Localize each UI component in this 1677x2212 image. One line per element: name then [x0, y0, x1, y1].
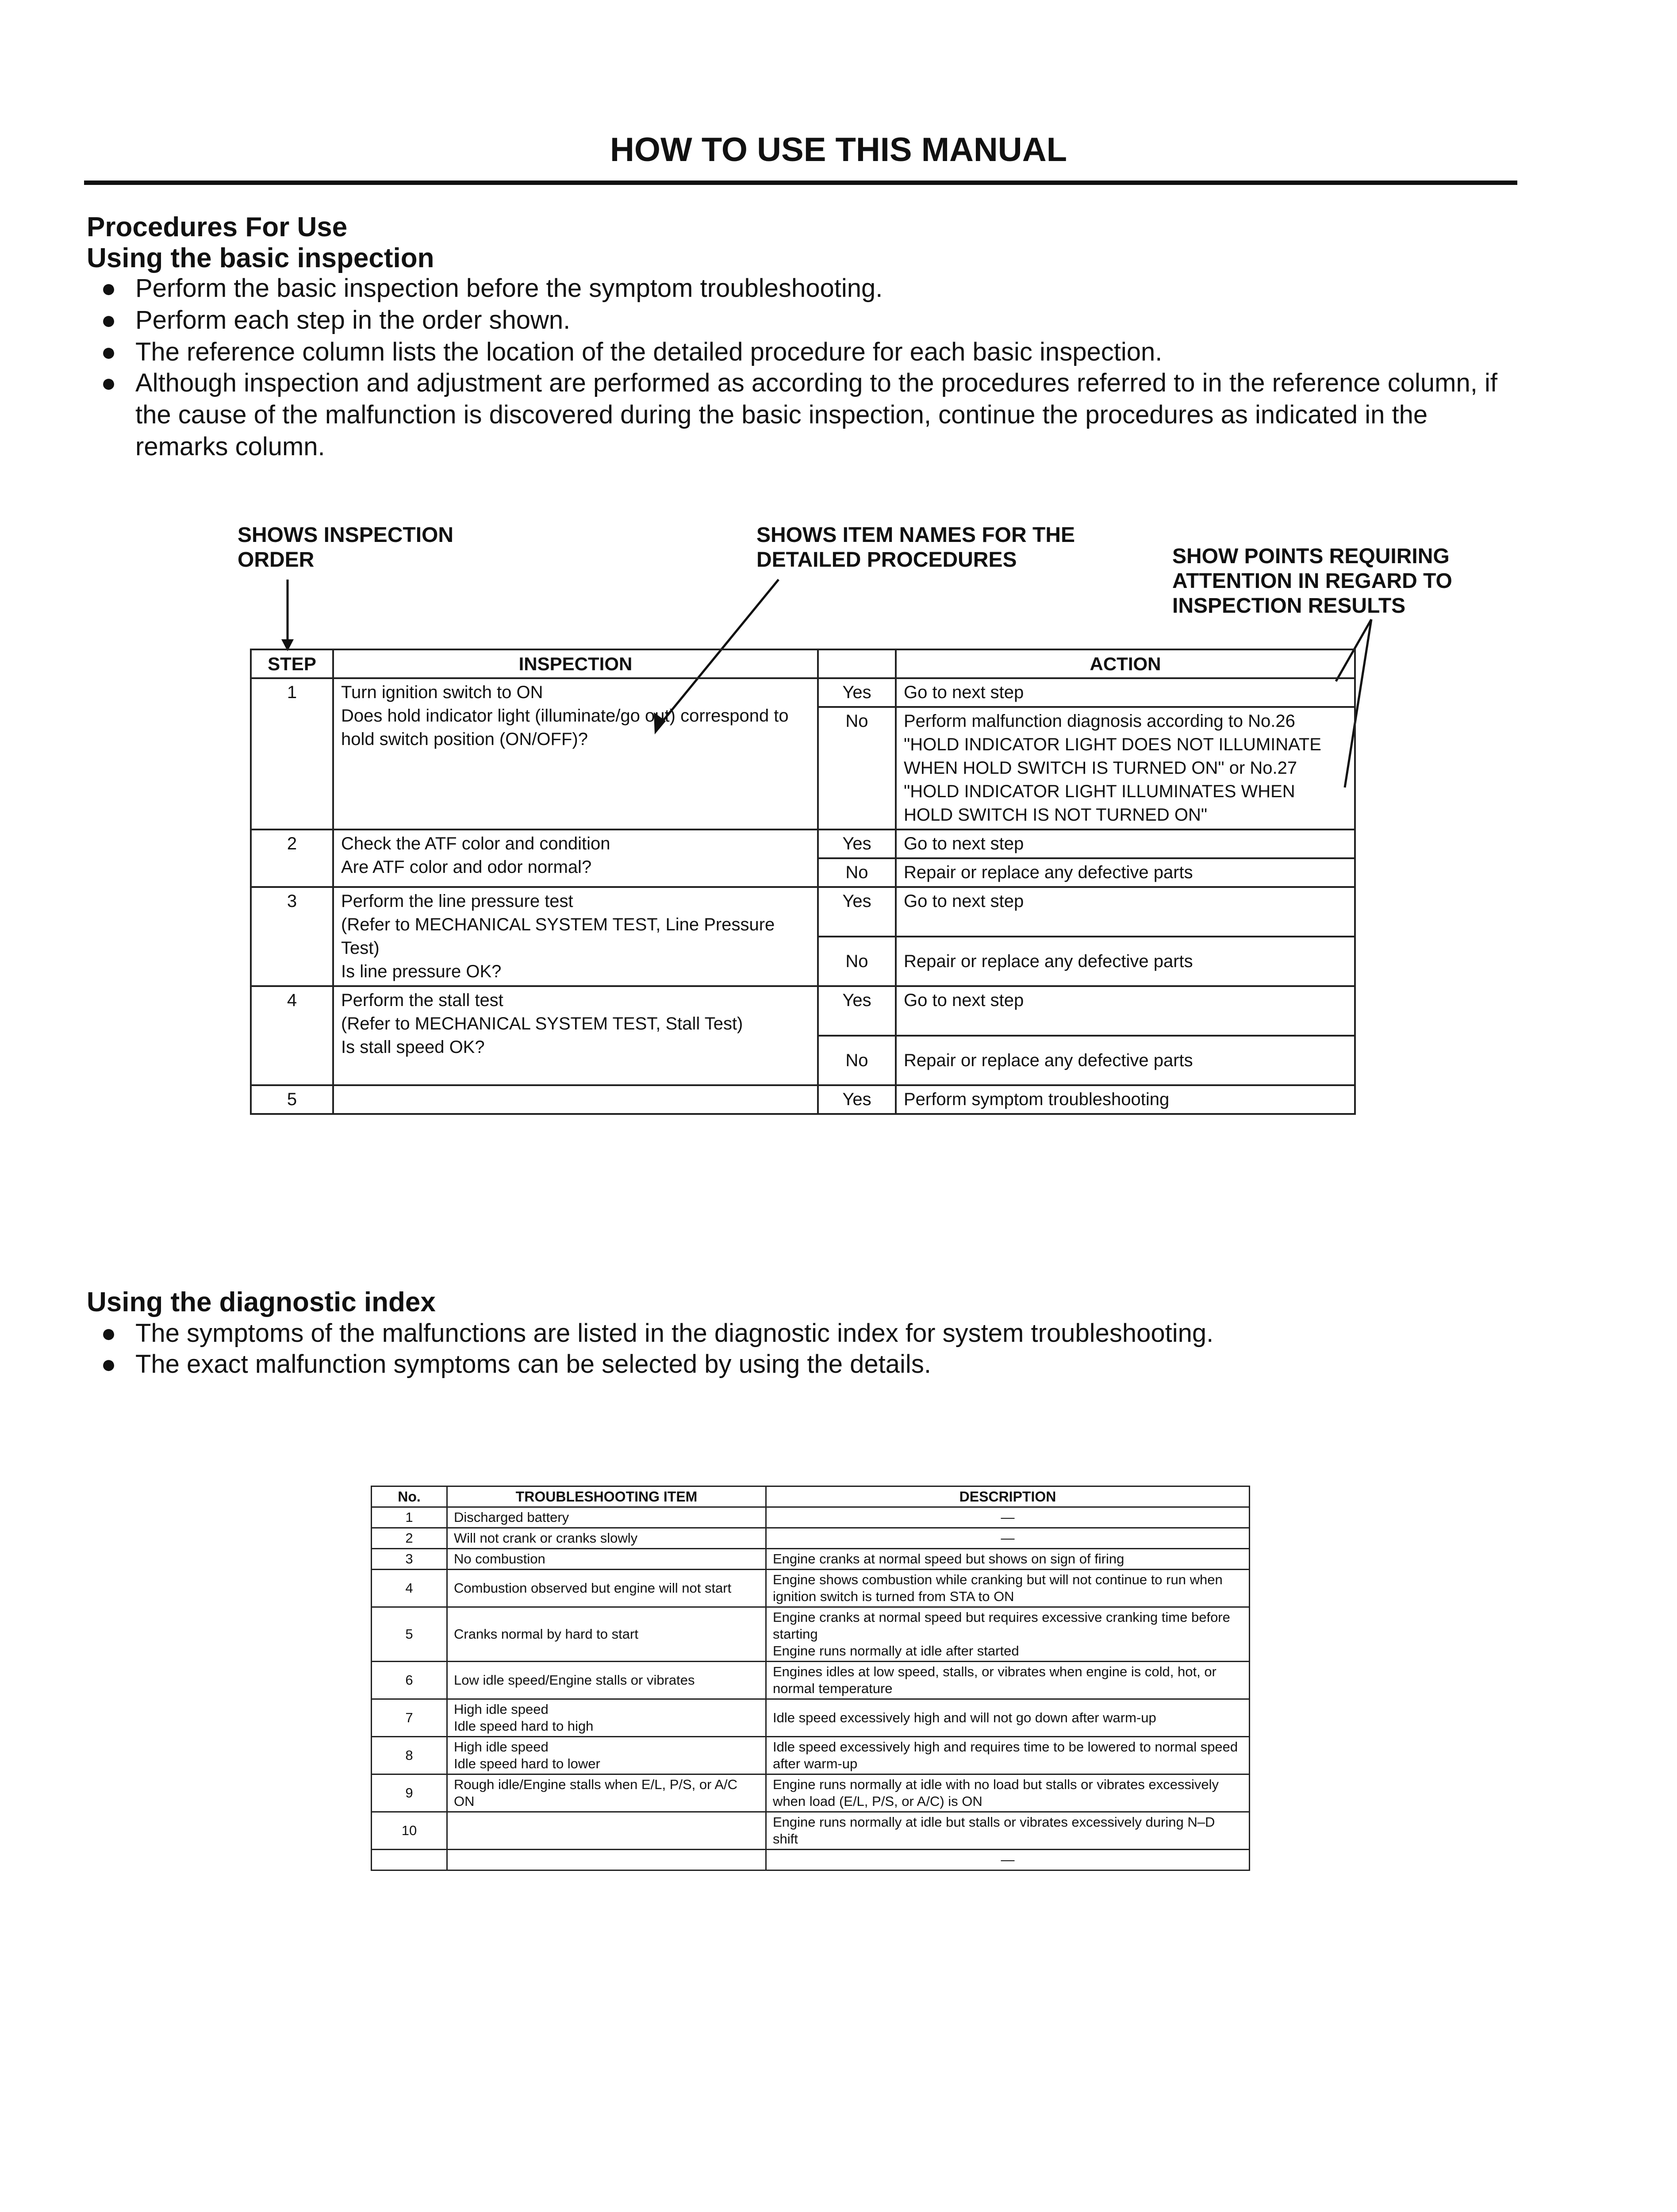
action-text: Go to next step [896, 678, 1355, 707]
troubleshooting-item: Rough idle/Engine stalls when E/L, P/S, or A/C ON [447, 1774, 766, 1812]
table-row [372, 1774, 1250, 1812]
table-row [372, 1662, 1250, 1699]
row-number: 7 [372, 1699, 447, 1737]
inspection-text [333, 1085, 818, 1114]
inspection-text: Turn ignition switch to ON Does hold indicator light (illuminate/go out) correspond to hold switch position (ON/OFF)? [333, 678, 818, 830]
result-yes: Yes [818, 830, 896, 858]
header-no: No. [372, 1486, 447, 1507]
action-text: Perform symptom troubleshooting [896, 1085, 1355, 1114]
description: — [766, 1528, 1250, 1549]
header-action: ACTION [896, 649, 1355, 678]
diagnostic-bullet: ● The symptoms of the malfunctions are listed in the diagnostic index for system troubleshooting. [101, 1319, 1214, 1348]
table-row [372, 1507, 1250, 1528]
step-number: 3 [251, 887, 333, 986]
action-text: Go to next step [896, 887, 1355, 937]
result-yes: Yes [818, 986, 896, 1036]
action-text: Perform malfunction diagnosis according to No.26 "HOLD INDICATOR LIGHT DOES NOT ILLUMINATE WHEN HOLD SWITCH IS TURNED ON" or No.27 "HOLD INDICATOR LIGHT ILLUMINATES WHEN HOLD SWITCH IS NOT TURNED ON" [896, 707, 1355, 830]
result-yes: Yes [818, 678, 896, 707]
row-number: 6 [372, 1662, 447, 1699]
header-description: DESCRIPTION [766, 1486, 1250, 1507]
result-yes: Yes [818, 1085, 896, 1114]
inspection-text: Perform the stall test (Refer to MECHANICAL SYSTEM TEST, Stall Test) Is stall speed OK? [333, 986, 818, 1085]
table-row [372, 1699, 1250, 1737]
action-text: Repair or replace any defective parts [896, 1036, 1355, 1085]
inspection-text: Perform the line pressure test (Refer to MECHANICAL SYSTEM TEST, Line Pressure Test) Is line pressure OK? [333, 887, 818, 986]
step-number: 4 [251, 986, 333, 1085]
description: Engine cranks at normal speed but requires excessive cranking time before starting Engine runs normally at idle after started [766, 1607, 1250, 1662]
table-row [372, 1737, 1250, 1774]
action-text: Repair or replace any defective parts [896, 858, 1355, 887]
troubleshooting-item: Cranks normal by hard to start [447, 1607, 766, 1662]
step-number: 1 [251, 678, 333, 830]
header-troubleshooting-item: TROUBLESHOOTING ITEM [447, 1486, 766, 1507]
step-number: 2 [251, 830, 333, 887]
description: Engine shows combustion while cranking but will not continue to run when ignition switch is turned from STA to ON [766, 1570, 1250, 1607]
action-text: Go to next step [896, 830, 1355, 858]
troubleshooting-item [447, 1812, 766, 1850]
result-no: No [818, 937, 896, 986]
row-number: 9 [372, 1774, 447, 1812]
procedure-bullet: ● The reference column lists the location of the detailed procedure for each basic inspection. [101, 338, 1163, 366]
procedures-heading: Procedures For Use [87, 212, 348, 242]
procedure-bullet: ● Perform the basic inspection before the symptom troubleshooting. [101, 274, 883, 303]
table-row [251, 887, 1355, 937]
row-number: 2 [372, 1528, 447, 1549]
table-row [372, 1812, 1250, 1850]
table-row [251, 986, 1355, 1036]
result-no: No [818, 707, 896, 830]
table-row [372, 1528, 1250, 1549]
diagnostic-bullet: ● The exact malfunction symptoms can be selected by using the details. [101, 1350, 931, 1379]
page-title: HOW TO USE THIS MANUAL [610, 131, 1067, 169]
troubleshooting-item: Will not crank or cranks slowly [447, 1528, 766, 1549]
diagnostic-index-heading: Using the diagnostic index [87, 1287, 436, 1317]
table-row [251, 830, 1355, 858]
table-row [251, 1085, 1355, 1114]
inspection-text: Check the ATF color and condition Are ATF color and odor normal? [333, 830, 818, 887]
table-row [372, 1850, 1250, 1870]
description: Engine runs normally at idle with no load but stalls or vibrates excessively when load (E/L, P/S, or A/C) is ON [766, 1774, 1250, 1812]
table-row [251, 678, 1355, 707]
description: — [766, 1850, 1250, 1870]
description: Engine cranks at normal speed but shows on sign of firing [766, 1549, 1250, 1570]
table-row [372, 1549, 1250, 1570]
row-number: 10 [372, 1812, 447, 1850]
result-no: No [818, 858, 896, 887]
header-result [818, 649, 896, 678]
result-no: No [818, 1036, 896, 1085]
table-row [372, 1570, 1250, 1607]
result-yes: Yes [818, 887, 896, 937]
procedure-bullet: ● Although inspection and adjustment are performed as according to the procedures referred to in the reference column, if the cause of the malfunction is discovered during the basic inspection, continue the procedures as indicated in the remarks column. [101, 369, 1497, 461]
description: — [766, 1507, 1250, 1528]
action-text: Repair or replace any defective parts [896, 937, 1355, 986]
basic-inspection-heading: Using the basic inspection [87, 243, 434, 273]
header-inspection: INSPECTION [333, 649, 818, 678]
diagnostic-index-table [371, 1486, 1250, 1871]
row-number: 5 [372, 1607, 447, 1662]
step-number: 5 [251, 1085, 333, 1114]
description: Engines idles at low speed, stalls, or vibrates when engine is cold, hot, or normal temperature [766, 1662, 1250, 1699]
description: Idle speed excessively high and will not go down after warm-up [766, 1699, 1250, 1737]
troubleshooting-item: Low idle speed/Engine stalls or vibrates [447, 1662, 766, 1699]
description: Engine runs normally at idle but stalls or vibrates excessively during N–D shift [766, 1812, 1250, 1850]
troubleshooting-item: High idle speed Idle speed hard to high [447, 1699, 766, 1737]
header-step: STEP [251, 649, 333, 678]
callout-attention-points: SHOW POINTS REQUIRING ATTENTION IN REGARD TO INSPECTION RESULTS [1172, 545, 1452, 618]
callout-item-names: SHOWS ITEM NAMES FOR THE DETAILED PROCEDURES [756, 523, 1075, 572]
procedure-bullet: ● Perform each step in the order shown. [101, 306, 571, 334]
inspection-table [250, 649, 1356, 1115]
row-number: 8 [372, 1737, 447, 1774]
table-row [372, 1607, 1250, 1662]
troubleshooting-item: No combustion [447, 1549, 766, 1570]
troubleshooting-item: Combustion observed but engine will not start [447, 1570, 766, 1607]
callout-inspection-order: SHOWS INSPECTION ORDER [238, 523, 454, 572]
action-text: Go to next step [896, 986, 1355, 1036]
row-number: 1 [372, 1507, 447, 1528]
row-number: 3 [372, 1549, 447, 1570]
row-number [372, 1850, 447, 1870]
troubleshooting-item [447, 1850, 766, 1870]
row-number: 4 [372, 1570, 447, 1607]
troubleshooting-item: Discharged battery [447, 1507, 766, 1528]
description: Idle speed excessively high and requires time to be lowered to normal speed after warm-up [766, 1737, 1250, 1774]
troubleshooting-item: High idle speed Idle speed hard to lower [447, 1737, 766, 1774]
